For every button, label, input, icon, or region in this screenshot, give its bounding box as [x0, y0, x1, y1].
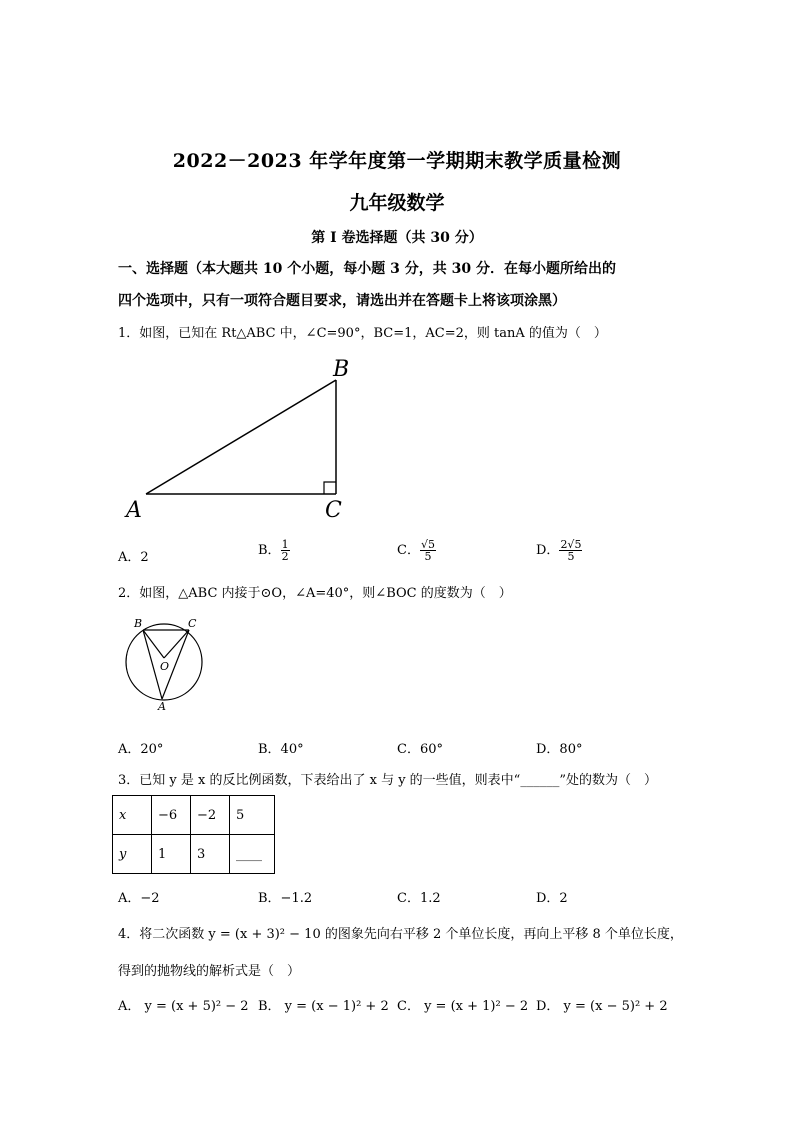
q4-option-a: A． y = (x + 5)² − 2 [118, 999, 249, 1014]
side-ab [146, 380, 336, 494]
table-cell: −6 [152, 796, 191, 835]
q2-option-d: D．80° [536, 742, 583, 757]
label-a: A [126, 498, 142, 523]
q4-option-d: D． y = (x − 5)² + 2 [536, 999, 668, 1014]
question-1-text: 1．如图，已知在 Rt△ABC 中，∠C=90°，BC=1，AC=2，则 tanA 的值为（ ） [118, 326, 607, 341]
q1-option-c-prefix: C． [397, 543, 420, 558]
question-3-text: 3．已知 y 是 x 的反比例函数，下表给出了 x 与 y 的一些值，则表中“______”处的数为（ ） [118, 773, 657, 788]
question-4-text-line1: 4．将二次函数 y = (x + 3)² − 10 的图象先向右平移 2 个单位长度，再向上平移 8 个单位长度， [118, 927, 683, 942]
q1-option-b-fraction [281, 539, 290, 562]
q1-option-c-fraction [420, 539, 436, 562]
fraction-numerator: 1 [281, 538, 289, 551]
fraction-denominator: 2 [281, 550, 289, 563]
table-row [113, 796, 275, 835]
exam-title: 2022－2023 年学年度第一学期期末教学质量检测 [172, 150, 622, 172]
q1-option-a: A．2 [118, 550, 149, 565]
q1-option-d-fraction [559, 539, 582, 562]
table-row [113, 835, 275, 874]
inscribed-triangle-figure [118, 610, 218, 716]
label-b: B [134, 617, 143, 630]
q3-option-b: B．−1.2 [258, 891, 313, 906]
right-triangle-figure [118, 352, 358, 524]
table-cell: 1 [152, 835, 191, 874]
q3-option-c: C．1.2 [397, 891, 441, 906]
label-a: A [158, 700, 166, 713]
label-b: B [333, 357, 350, 382]
table-cell: x [113, 796, 152, 835]
q2-option-b: B．40° [258, 742, 304, 757]
q1-option-d-prefix: D． [536, 543, 560, 558]
q3-option-d: D．2 [536, 891, 568, 906]
value-table [112, 795, 275, 874]
table-cell: −2 [191, 796, 230, 835]
part-label: 第 I 卷选择题（共 30 分） [311, 230, 483, 246]
label-o: O [160, 660, 170, 673]
section-instruction-line1: 一、选择题（本大题共 10 个小题，每小题 3 分，共 30 分．在每小题所给出的 [118, 261, 616, 277]
table-cell: 3 [191, 835, 230, 874]
q1-option-d [536, 539, 582, 562]
right-angle-mark [324, 482, 336, 494]
question-4-text-line2: 得到的抛物线的解析式是（ ） [118, 964, 301, 979]
table-cell-blank: ____ [230, 835, 275, 874]
exam-subtitle: 九年级数学 [349, 192, 445, 214]
table-cell: 5 [230, 796, 275, 835]
q1-option-b [258, 539, 290, 562]
section-instruction-line2: 四个选项中，只有一项符合题目要求，请选出并在答题卡上将该项涂黑） [118, 293, 566, 309]
q2-option-c: C．60° [397, 742, 443, 757]
q4-option-b: B． y = (x − 1)² + 2 [258, 999, 389, 1014]
q3-option-a: A．−2 [118, 891, 160, 906]
q1-option-c [397, 539, 436, 562]
q1-option-b-prefix: B． [258, 543, 281, 558]
radius-oc [164, 630, 189, 658]
question-2-text: 2．如图，△ABC 内接于⊙O，∠A=40°，则∠BOC 的度数为（ ） [118, 586, 512, 601]
q2-option-a: A．20° [118, 742, 164, 757]
fraction-denominator: 5 [567, 550, 575, 563]
fraction-numerator: 2√5 [560, 538, 582, 551]
radius-ob [143, 630, 164, 658]
fraction-numerator: √5 [420, 538, 435, 551]
table-cell: y [113, 835, 152, 874]
label-c: C [188, 617, 197, 630]
fraction-denominator: 5 [424, 550, 432, 563]
q4-option-c: C． y = (x + 1)² − 2 [397, 999, 529, 1014]
label-c: C [325, 498, 342, 523]
